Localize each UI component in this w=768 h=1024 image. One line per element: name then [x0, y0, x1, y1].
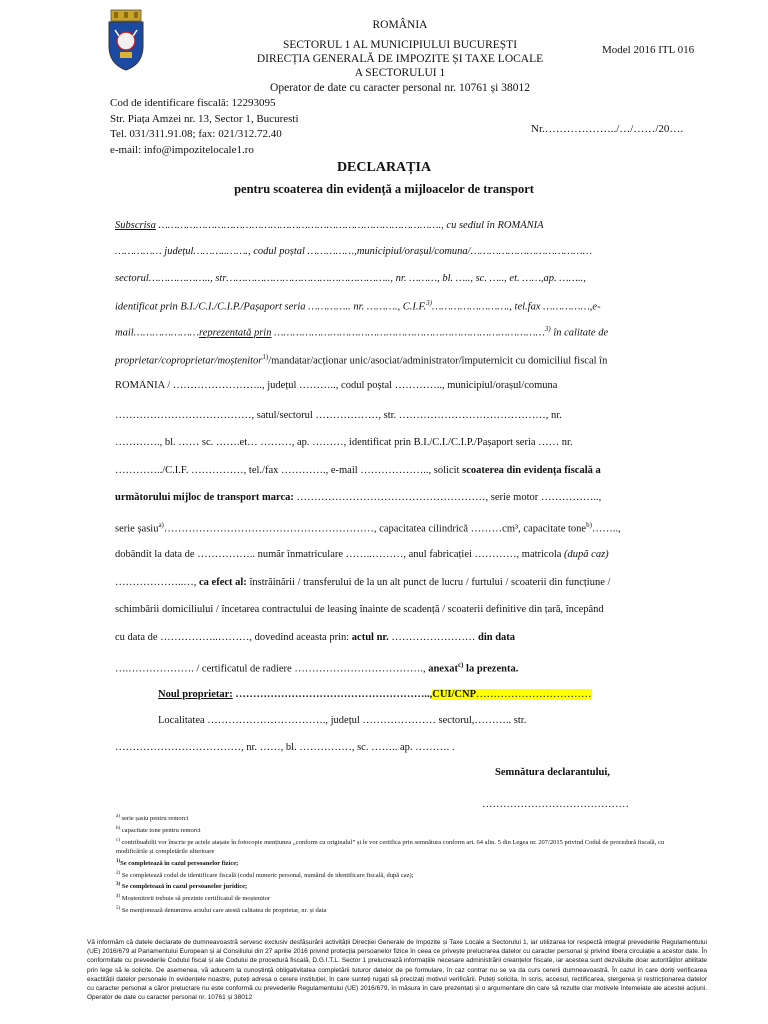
- new-owner-label: Noul proprietar:: [158, 689, 233, 700]
- request-label: scoaterea din evidența fiscală a: [462, 465, 601, 476]
- form-line-1: [115, 220, 685, 231]
- capacity-label: în calitate de: [550, 327, 609, 339]
- from-date-label: din data: [477, 632, 516, 643]
- vehicle-brand-label: următorului mijloc de transport marca:: [115, 492, 294, 503]
- reasons-list: înstrăinării / transferului de la un alt punct de lucru / furtului / scoaterii din funcțiune /: [246, 577, 611, 588]
- radiation-certificate-field[interactable]: ….………………. / certificatul de radiere ……………………………….,: [115, 663, 429, 675]
- header-directorate-line1: DIRECȚIA GENERALĂ DE IMPOZITE ȘI TAXE LOCALE: [256, 53, 544, 65]
- annex-label: anexat: [428, 663, 458, 675]
- footnote-ref: c): [457, 661, 464, 669]
- role-options-cont: /mandatar/acționar unic/asociat/administrator/împuternicit cu domiciliul fiscal în: [268, 355, 608, 367]
- chassis-label: serie șasiu: [115, 523, 159, 535]
- footnote-item: $^{2)}$ Se completează codul de identificare fiscală (codul numeric personal, numărul de identificare fiscală, după caz);: [116, 870, 414, 879]
- header-directorate-line2: A SECTORULUI 1: [354, 67, 446, 79]
- footnotes: [116, 812, 696, 916]
- footnote-item: $^{c)}$ contribuabilii vor înscrie pe actele atașate în fotocopie mențiunea „conform cu originalul” și le vor certifica prin semnătura conform art. 64 alin. 5 din Legea nr. 207/2015 privind Codul de procedură fiscală, cu modificările și completările ulterioare: [116, 837, 665, 856]
- email-field[interactable]: mail…………………: [115, 327, 200, 339]
- footnote-item: $^{a)}$ serie șasiu pentru remorci: [116, 814, 189, 823]
- form-line-17[interactable]: [115, 661, 685, 675]
- subscrisa-label: Subscrisa: [115, 220, 156, 231]
- tel-fax-field[interactable]: ……………………., tel.fax ……………,e-: [431, 301, 601, 313]
- header-country: ROMÂNIA: [372, 19, 428, 31]
- vehicle-brand-field[interactable]: ………………………………………………, serie motor ……………..,: [293, 492, 602, 503]
- footnote-ref: 3): [426, 299, 432, 307]
- as-effect-label: ca efect al:: [199, 577, 247, 588]
- form-line-2[interactable]: …………… județul………..……., codul poștal ……………,municipiul/orașul/comuna/…………………………………: [115, 246, 592, 257]
- act-number-label: actul nr.: [351, 632, 389, 643]
- model-number: Model 2016 ITL 016: [602, 44, 695, 56]
- header-operator: Operator de date cu caracter personal nr. 10761 și 38012: [270, 82, 530, 94]
- represented-by-label: reprezentată prin: [199, 327, 272, 339]
- footnote-item: $^{1)}$Se completează în cazul persoanelor fizice;: [116, 858, 239, 867]
- institution-identification: [110, 96, 299, 158]
- document-title: DECLARAȚIA: [336, 160, 432, 175]
- role-options: proprietar/coproprietar/moștenitor: [115, 355, 263, 367]
- coat-of-arms-logo: [103, 8, 149, 72]
- footnote-ref: 1): [262, 353, 269, 361]
- chassis-field[interactable]: ……………………………………………………, capacitatea cilindrică ………cm³, capacitate tone: [163, 523, 587, 535]
- address-line[interactable]: ………………………………, nr. ……, bl. ……………, sc. …….. ap. ………. .: [115, 742, 455, 753]
- company-name-field[interactable]: ………………………………………………………………………………., cu sediul în ROMÂNIA: [155, 220, 544, 231]
- footnote-item: $^{5)}$ Se menționează denumirea actului care atestă calitatea de proprietar, nr. și data: [116, 905, 327, 914]
- cif-tel-email-field[interactable]: …………../C.I.F. ……………, tel./fax …………., e-mail ……………….., solicit: [115, 465, 463, 476]
- cui-cnp-field[interactable]: ……………………………: [476, 689, 592, 700]
- footnote-item: $^{b)}$ capacitate tone pentru remorci: [116, 825, 201, 834]
- email: e-mail: info@impozitelocale1.ro: [110, 143, 254, 156]
- form-line-6: [115, 353, 685, 367]
- registration-number-line: Nr.………………../…/……/20….: [531, 123, 684, 135]
- signature-label: Semnătura declarantului,: [495, 767, 610, 778]
- form-line-11[interactable]: [115, 492, 685, 503]
- act-number-field[interactable]: ……………………: [388, 632, 478, 643]
- form-line-10[interactable]: [115, 465, 685, 476]
- header-sector: SECTORUL 1 AL MUNICIPIULUI BUCUREȘTI: [282, 39, 518, 51]
- footnote-item: $^{4)}$ Moștenitorii trebuie să prezinte certificatul de moștenitor: [116, 894, 271, 903]
- form-line-9[interactable]: …………., bl. …… sc. …….et… ………, ap. ………, identificat prin B.I./C.I./C.I.P./Pașaport seria …… nr.: [115, 437, 573, 448]
- footnote-ref: 3): [544, 325, 551, 333]
- annex-label-cont: la prezenta.: [463, 663, 519, 675]
- new-owner-line[interactable]: [158, 689, 728, 700]
- as-applicable-label: (după caz): [564, 549, 609, 560]
- phone: Tel. 031/311.91.08; fax: 021/312.72.40: [110, 128, 282, 140]
- form-line-16[interactable]: [115, 632, 685, 643]
- document-subtitle: pentru scoaterea din evidență a mijloacelor de transport: [234, 182, 534, 196]
- cui-cnp-label: CUI/CNP: [432, 689, 477, 700]
- footnote-ref: b): [586, 521, 592, 529]
- tonnage-field[interactable]: ……..,: [591, 523, 621, 535]
- form-line-15: schimbării domiciliului / încetarea contractului de leasing înainte de scadență / scoaterii definitive din țară, începând: [115, 604, 604, 615]
- form-line-8[interactable]: …………………………………, satul/sectorul ………………, str. ……………………………………, nr.: [115, 410, 562, 421]
- form-line-13[interactable]: [115, 549, 685, 560]
- acquisition-field[interactable]: dobândit la data de …………….. număr înmatriculare ……..………, anul fabricației …………, matricola: [115, 549, 565, 560]
- id-series-field[interactable]: identificat prin B.I./C.I./C.I.P./Pașaport seria ………….. nr. ………., C.I.F.: [115, 301, 427, 313]
- start-date-field[interactable]: cu data de ……………..………, dovedind aceasta prin:: [115, 632, 352, 643]
- form-line-3[interactable]: sectorul……………….., str…………………………………………….., nr. ………, bl. ….., sc. ….., et. ……,ap. ……..,: [115, 273, 586, 284]
- fiscal-code: Cod de identificare fiscală: 12293095: [110, 97, 276, 109]
- new-owner-field[interactable]: ………………………………………………..,: [232, 689, 433, 700]
- gdpr-notice: Vă informăm că datele declarate de dumneavoastră servesc exclusiv desfășurării activității Direcției Generale de Impozite și Taxe Locale a Sectorului 1, iar utilizarea lor respectă integral prevederile Regulamentului (UE) 2016/679 al Parlamentului European și al Consiliului din 27 aprilie 2016 privind protecția persoanelor fizice în ceea ce privește prelucrarea datelor cu caracter personal și privind libera circulație a acestor date. În conformitate cu prevederile Codului fiscal și ale Codului de procedură fiscală, D.G.I.T.L. Sector 1 prelucrează informațiile necesare administrării creanțelor fiscale, iar acestea sunt dezvăluite doar autorităților abilitate prin lege să le solicite. De asemenea, vă aducem la cunoștință obligativitatea completării tuturor datelor de pe formulare, în caz contrar nu se va da curs cererii dumneavoastră. În cazul în care doriți verificarea exactității datelor personale în evidențele noastre, puteți adresa o cerere instituției, în care sunteți rugați să precizați motivul verificării. Puteți solicita, în scris, accesul, rectificarea, ștergerea și restricționarea datelor cu caracter personal a căror prelucrare nu este conformă cu prevederile Regulamentului (UE) 2016/679, în măsura în care prezentați și o argumentare din care să rezulte clar motivele întemeiate ale acestei acțiuni. Operator de date cu caracter personal nr. 10761 și 38012: [87, 939, 707, 1002]
- representative-field[interactable]: ……………………………………………………………………………: [271, 327, 545, 339]
- form-line-12[interactable]: [115, 521, 685, 535]
- signature-field[interactable]: ……………………………………: [482, 799, 629, 810]
- registration-field[interactable]: ………………..…,: [115, 577, 199, 588]
- footnote-ref: a): [158, 521, 164, 529]
- form-line-14[interactable]: [115, 577, 685, 588]
- address: Str. Piața Amzei nr. 13, Sector 1, Bucuresti: [110, 112, 299, 125]
- form-line-4[interactable]: [115, 299, 685, 313]
- form-line-5[interactable]: [115, 325, 685, 339]
- footnote-item: $^{3)}$ Se completează în cazul persoanelor juridice;: [116, 882, 248, 891]
- locality-line[interactable]: Localitatea ……………………………., județul ………………… sectorul,……….. str.: [158, 715, 527, 726]
- form-line-7[interactable]: ROMÂNIA / …………………….., județul ……….., codul poștal ………….., municipiul/orașul/comuna: [115, 380, 558, 391]
